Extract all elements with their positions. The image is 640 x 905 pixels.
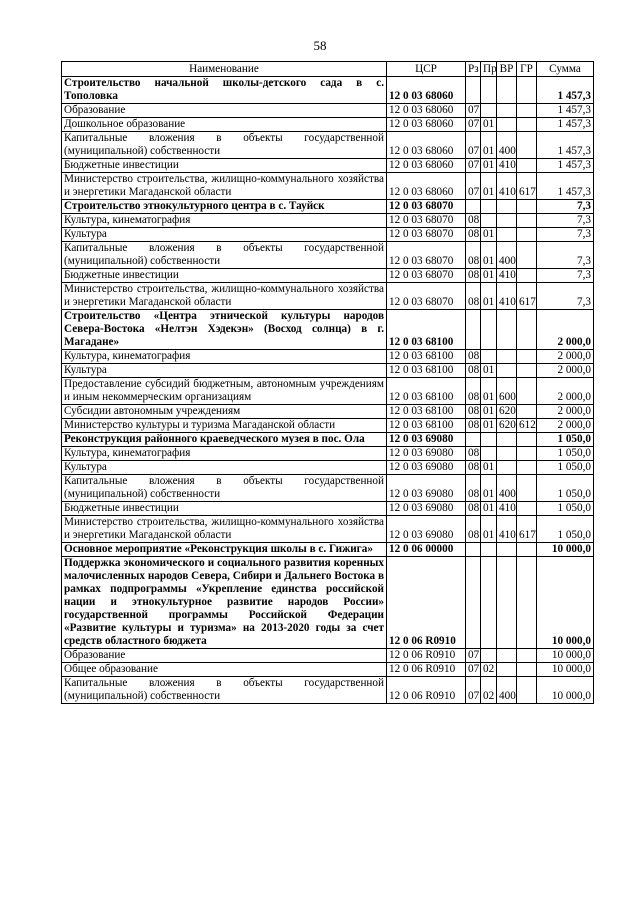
cell-sum: 1 457,3 <box>537 104 594 118</box>
cell-rz: 07 <box>466 649 481 663</box>
cell-name: Культура, кинематография <box>62 214 387 228</box>
table-row <box>62 159 594 173</box>
cell-name: Бюджетные инвестиции <box>62 159 387 173</box>
cell-rz: 08 <box>466 405 481 419</box>
cell-gr: 617 <box>517 173 537 200</box>
cell-gr <box>517 502 537 516</box>
cell-vr <box>497 461 517 475</box>
cell-sum: 1 457,3 <box>537 159 594 173</box>
cell-name: Капитальные вложения в объекты государственной (муниципальной) собственности <box>62 677 387 704</box>
cell-gr: 617 <box>517 516 537 543</box>
cell-sum: 10 000,0 <box>537 557 594 649</box>
cell-csr: 12 0 03 68070 <box>387 242 466 269</box>
cell-gr <box>517 543 537 557</box>
cell-gr <box>517 310 537 350</box>
cell-vr: 400 <box>497 132 517 159</box>
cell-name: Образование <box>62 649 387 663</box>
header-pr: Пр <box>481 62 497 77</box>
cell-sum: 7,3 <box>537 269 594 283</box>
cell-name: Строительство начальной школы-детского сада в с. Тополовка <box>62 77 387 104</box>
table-row <box>62 364 594 378</box>
table-row <box>62 502 594 516</box>
table-header-row <box>62 62 594 77</box>
cell-pr: 01 <box>481 118 497 132</box>
cell-rz: 08 <box>466 228 481 242</box>
cell-rz: 08 <box>466 516 481 543</box>
cell-csr: 12 0 03 69080 <box>387 447 466 461</box>
cell-gr: 612 <box>517 419 537 433</box>
cell-csr: 12 0 03 68070 <box>387 269 466 283</box>
cell-csr: 12 0 03 68060 <box>387 118 466 132</box>
cell-rz: 08 <box>466 419 481 433</box>
table-row <box>62 405 594 419</box>
table-row <box>62 378 594 405</box>
header-gr: ГР <box>517 62 537 77</box>
table-row <box>62 461 594 475</box>
cell-gr <box>517 200 537 214</box>
cell-vr <box>497 543 517 557</box>
cell-name: Реконструкция районного краеведческого музея в пос. Ола <box>62 433 387 447</box>
cell-rz: 08 <box>466 214 481 228</box>
cell-rz: 08 <box>466 364 481 378</box>
cell-gr <box>517 649 537 663</box>
cell-rz: 07 <box>466 663 481 677</box>
table-row <box>62 269 594 283</box>
table-row <box>62 663 594 677</box>
cell-pr: 01 <box>481 228 497 242</box>
cell-name: Культура, кинематография <box>62 350 387 364</box>
cell-gr <box>517 132 537 159</box>
cell-vr <box>497 214 517 228</box>
cell-rz <box>466 557 481 649</box>
page-number: 58 <box>313 38 327 53</box>
cell-csr: 12 0 03 68100 <box>387 419 466 433</box>
cell-gr <box>517 475 537 502</box>
cell-name: Строительство этнокультурного центра в с. Тауйск <box>62 200 387 214</box>
cell-pr: 01 <box>481 159 497 173</box>
cell-vr <box>497 649 517 663</box>
cell-sum: 1 457,3 <box>537 173 594 200</box>
cell-pr <box>481 200 497 214</box>
cell-vr: 620 <box>497 419 517 433</box>
cell-sum: 2 000,0 <box>537 364 594 378</box>
cell-pr: 01 <box>481 461 497 475</box>
cell-csr: 12 0 03 69080 <box>387 475 466 502</box>
cell-pr: 01 <box>481 475 497 502</box>
cell-csr: 12 0 03 68100 <box>387 378 466 405</box>
table-row <box>62 118 594 132</box>
cell-rz: 08 <box>466 502 481 516</box>
table-row <box>62 350 594 364</box>
cell-vr <box>497 364 517 378</box>
cell-sum: 10 000,0 <box>537 677 594 704</box>
cell-vr <box>497 310 517 350</box>
table-row <box>62 419 594 433</box>
cell-pr: 01 <box>481 283 497 310</box>
header-sum: Сумма <box>537 62 594 77</box>
cell-vr <box>497 104 517 118</box>
cell-name: Субсидии автономным учреждениям <box>62 405 387 419</box>
cell-gr <box>517 269 537 283</box>
cell-csr: 12 0 03 68060 <box>387 77 466 104</box>
cell-vr: 410 <box>497 173 517 200</box>
cell-pr <box>481 433 497 447</box>
table-row <box>62 543 594 557</box>
cell-name: Культура <box>62 461 387 475</box>
cell-name: Поддержка экономического и социального развития коренных малочисленных народов Севера, Сибири и Дальнего Востока в рамках подпрограммы «Укрепление единства российской нации и этнокультурное развитие народов России» государственной программы Российской Федерации «Развитие культуры и туризма» на 2013-2020 годы за счет средств областного бюджета <box>62 557 387 649</box>
cell-csr: 12 0 03 68100 <box>387 364 466 378</box>
cell-sum: 2 000,0 <box>537 405 594 419</box>
cell-vr <box>497 200 517 214</box>
cell-sum: 2 000,0 <box>537 350 594 364</box>
cell-rz: 07 <box>466 132 481 159</box>
cell-vr: 600 <box>497 378 517 405</box>
cell-name: Строительство «Центра этнической культуры народов Севера-Востока «Нелтэн Хэдекэн» (Восход солнца) в г. Магадане» <box>62 310 387 350</box>
cell-name: Министерство строительства, жилищно-коммунального хозяйства и энергетики Магаданской области <box>62 283 387 310</box>
cell-name: Культура <box>62 228 387 242</box>
cell-csr: 12 0 03 68060 <box>387 132 466 159</box>
cell-pr <box>481 543 497 557</box>
header-vr: ВР <box>497 62 517 77</box>
cell-pr <box>481 557 497 649</box>
cell-csr: 12 0 03 68060 <box>387 159 466 173</box>
cell-csr: 12 0 03 68060 <box>387 173 466 200</box>
cell-gr <box>517 104 537 118</box>
cell-pr: 02 <box>481 663 497 677</box>
cell-rz: 07 <box>466 677 481 704</box>
cell-rz: 08 <box>466 269 481 283</box>
cell-vr: 400 <box>497 242 517 269</box>
cell-rz <box>466 433 481 447</box>
table-row <box>62 649 594 663</box>
cell-sum: 10 000,0 <box>537 663 594 677</box>
cell-pr: 02 <box>481 677 497 704</box>
cell-sum: 1 050,0 <box>537 516 594 543</box>
cell-name: Капитальные вложения в объекты государственной (муниципальной) собственности <box>62 132 387 159</box>
cell-csr: 12 0 03 68070 <box>387 200 466 214</box>
cell-pr: 01 <box>481 132 497 159</box>
cell-sum: 7,3 <box>537 200 594 214</box>
cell-vr: 410 <box>497 159 517 173</box>
cell-name: Бюджетные инвестиции <box>62 502 387 516</box>
cell-name: Министерство культуры и туризма Магаданской области <box>62 419 387 433</box>
cell-sum: 1 050,0 <box>537 447 594 461</box>
cell-csr: 12 0 03 68070 <box>387 283 466 310</box>
cell-sum: 1 050,0 <box>537 433 594 447</box>
cell-vr <box>497 228 517 242</box>
cell-vr: 410 <box>497 269 517 283</box>
table-row <box>62 433 594 447</box>
cell-gr <box>517 77 537 104</box>
cell-csr: 12 0 03 69080 <box>387 433 466 447</box>
cell-csr: 12 0 03 69080 <box>387 461 466 475</box>
table-row <box>62 228 594 242</box>
cell-csr: 12 0 06 00000 <box>387 543 466 557</box>
header-rz: Рз <box>466 62 481 77</box>
table-row <box>62 283 594 310</box>
cell-csr: 12 0 03 69080 <box>387 516 466 543</box>
cell-vr: 410 <box>497 516 517 543</box>
cell-gr <box>517 405 537 419</box>
table-row <box>62 200 594 214</box>
cell-rz: 08 <box>466 350 481 364</box>
table-row <box>62 310 594 350</box>
cell-name: Капитальные вложения в объекты государственной (муниципальной) собственности <box>62 475 387 502</box>
cell-sum: 10 000,0 <box>537 543 594 557</box>
cell-sum: 1 457,3 <box>537 118 594 132</box>
cell-rz: 08 <box>466 378 481 405</box>
table-row <box>62 173 594 200</box>
cell-pr: 01 <box>481 419 497 433</box>
cell-sum: 2 000,0 <box>537 419 594 433</box>
cell-pr <box>481 649 497 663</box>
cell-rz: 08 <box>466 283 481 310</box>
cell-csr: 12 0 03 68100 <box>387 405 466 419</box>
cell-sum: 7,3 <box>537 214 594 228</box>
table-row <box>62 214 594 228</box>
cell-pr: 01 <box>481 173 497 200</box>
cell-pr: 01 <box>481 364 497 378</box>
cell-gr <box>517 364 537 378</box>
cell-csr: 12 0 03 68100 <box>387 310 466 350</box>
table-row <box>62 242 594 269</box>
cell-sum: 7,3 <box>537 228 594 242</box>
cell-gr <box>517 118 537 132</box>
cell-vr: 410 <box>497 502 517 516</box>
cell-sum: 10 000,0 <box>537 649 594 663</box>
cell-pr <box>481 214 497 228</box>
cell-name: Министерство строительства, жилищно-коммунального хозяйства и энергетики Магаданской области <box>62 516 387 543</box>
cell-vr: 400 <box>497 475 517 502</box>
cell-gr <box>517 433 537 447</box>
cell-rz: 07 <box>466 159 481 173</box>
cell-pr <box>481 77 497 104</box>
cell-name: Культура, кинематография <box>62 447 387 461</box>
cell-sum: 7,3 <box>537 283 594 310</box>
cell-name: Капитальные вложения в объекты государственной (муниципальной) собственности <box>62 242 387 269</box>
cell-vr <box>497 350 517 364</box>
table-row <box>62 77 594 104</box>
cell-sum: 1 050,0 <box>537 475 594 502</box>
header-csr: ЦСР <box>387 62 466 77</box>
cell-pr: 01 <box>481 269 497 283</box>
table-row <box>62 475 594 502</box>
cell-rz <box>466 200 481 214</box>
cell-rz: 08 <box>466 447 481 461</box>
cell-csr: 12 0 06 R0910 <box>387 649 466 663</box>
cell-pr: 01 <box>481 405 497 419</box>
cell-sum: 1 050,0 <box>537 461 594 475</box>
cell-csr: 12 0 06 R0910 <box>387 677 466 704</box>
cell-vr <box>497 433 517 447</box>
cell-pr: 01 <box>481 378 497 405</box>
cell-sum: 2 000,0 <box>537 310 594 350</box>
cell-gr <box>517 214 537 228</box>
cell-vr: 620 <box>497 405 517 419</box>
cell-name: Общее образование <box>62 663 387 677</box>
cell-gr <box>517 378 537 405</box>
cell-name: Бюджетные инвестиции <box>62 269 387 283</box>
cell-gr <box>517 228 537 242</box>
cell-gr <box>517 242 537 269</box>
cell-csr: 12 0 03 68070 <box>387 228 466 242</box>
table-row <box>62 447 594 461</box>
cell-vr <box>497 663 517 677</box>
cell-sum: 1 457,3 <box>537 77 594 104</box>
cell-csr: 12 0 03 68060 <box>387 104 466 118</box>
cell-gr <box>517 350 537 364</box>
cell-pr: 01 <box>481 502 497 516</box>
cell-vr <box>497 557 517 649</box>
cell-csr: 12 0 03 69080 <box>387 502 466 516</box>
cell-gr: 617 <box>517 283 537 310</box>
cell-pr: 01 <box>481 242 497 269</box>
cell-rz: 07 <box>466 118 481 132</box>
cell-gr <box>517 557 537 649</box>
cell-vr <box>497 447 517 461</box>
cell-pr <box>481 350 497 364</box>
cell-pr <box>481 310 497 350</box>
cell-pr <box>481 104 497 118</box>
cell-name: Предоставление субсидий бюджетным, автономным учреждениям и иным некоммерческим организациям <box>62 378 387 405</box>
cell-rz: 08 <box>466 461 481 475</box>
cell-rz <box>466 310 481 350</box>
cell-rz: 07 <box>466 104 481 118</box>
table-row <box>62 677 594 704</box>
cell-name: Культура <box>62 364 387 378</box>
cell-csr: 12 0 06 R0910 <box>387 557 466 649</box>
cell-sum: 1 050,0 <box>537 502 594 516</box>
cell-name: Министерство строительства, жилищно-коммунального хозяйства и энергетики Магаданской области <box>62 173 387 200</box>
table-row <box>62 557 594 649</box>
cell-vr: 410 <box>497 283 517 310</box>
cell-rz <box>466 77 481 104</box>
table-body <box>62 77 594 704</box>
cell-gr <box>517 461 537 475</box>
cell-rz: 07 <box>466 173 481 200</box>
cell-vr <box>497 118 517 132</box>
cell-vr: 400 <box>497 677 517 704</box>
cell-sum: 7,3 <box>537 242 594 269</box>
cell-csr: 12 0 06 R0910 <box>387 663 466 677</box>
cell-csr: 12 0 03 68100 <box>387 350 466 364</box>
cell-gr <box>517 447 537 461</box>
budget-table <box>61 61 594 704</box>
cell-rz: 08 <box>466 475 481 502</box>
table-row <box>62 104 594 118</box>
cell-sum: 2 000,0 <box>537 378 594 405</box>
cell-name: Образование <box>62 104 387 118</box>
table-row <box>62 516 594 543</box>
header-name: Наименование <box>62 62 387 77</box>
cell-name: Дошкольное образование <box>62 118 387 132</box>
cell-vr <box>497 77 517 104</box>
cell-gr <box>517 663 537 677</box>
cell-gr <box>517 159 537 173</box>
cell-rz: 08 <box>466 242 481 269</box>
cell-pr <box>481 447 497 461</box>
cell-name: Основное мероприятие «Реконструкция школы в с. Гижига» <box>62 543 387 557</box>
cell-sum: 1 457,3 <box>537 132 594 159</box>
cell-pr: 01 <box>481 516 497 543</box>
cell-csr: 12 0 03 68070 <box>387 214 466 228</box>
table-row <box>62 132 594 159</box>
cell-gr <box>517 677 537 704</box>
cell-rz <box>466 543 481 557</box>
